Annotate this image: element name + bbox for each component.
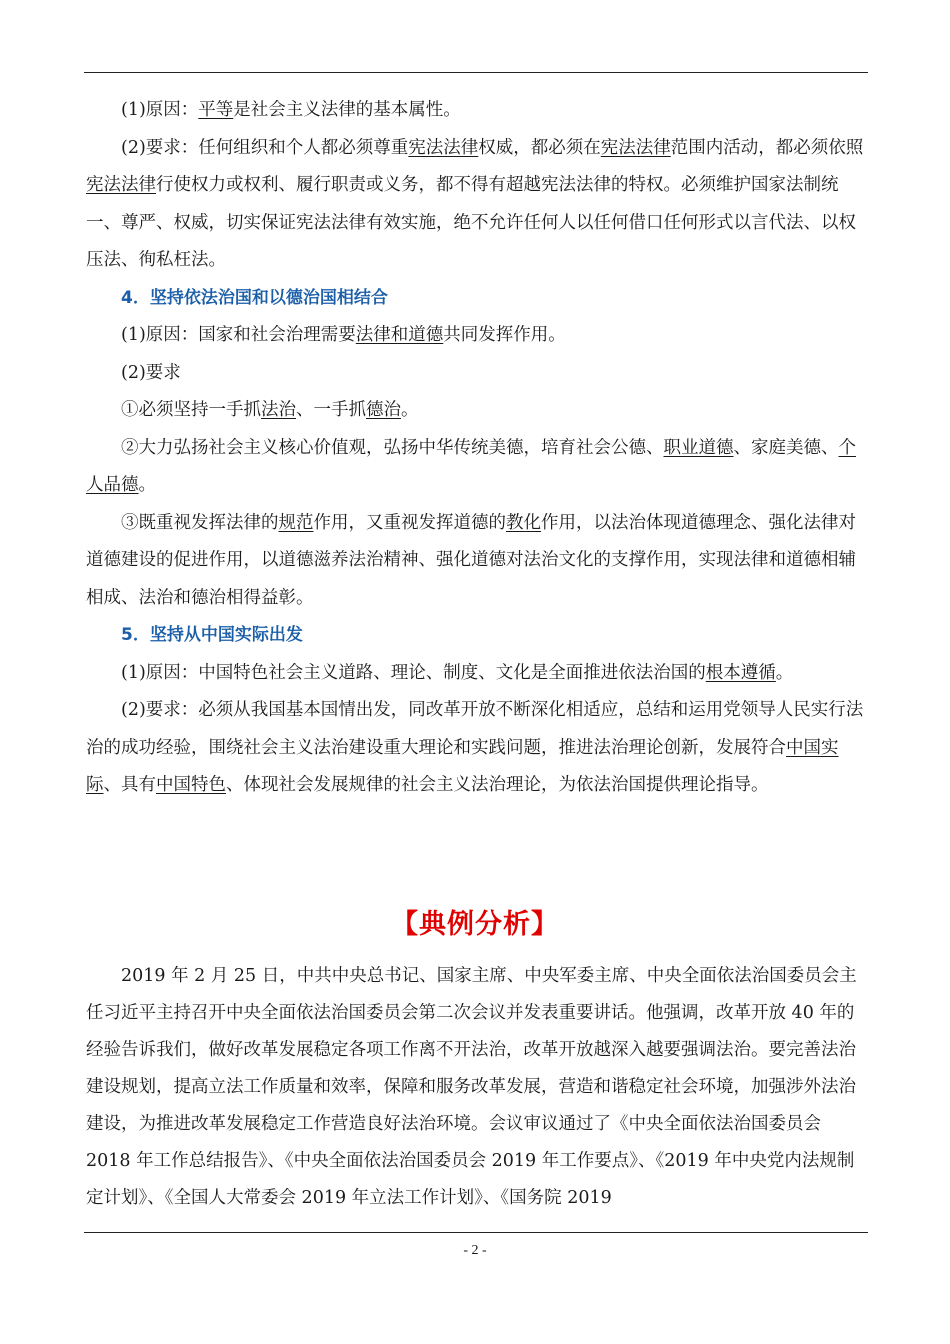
s5-heading: 5．坚持从中国实际出发 xyxy=(121,625,303,645)
header-rule xyxy=(84,72,868,73)
s4-item-3: ③既重视发挥法律的规范作用，又重视发挥道德的教化作用，以法治体现道德理念、强化法律对道德建设的促进作用，以道德滋养法治精神、强化道德对法治文化的支撑作用，实现法律和道德相辅相成、法治和德治相得益彰。 xyxy=(86,512,856,608)
s5-reason: (1)原因：中国特色社会主义道路、理论、制度、文化是全面推进依法治国的根本遵循。 xyxy=(121,662,794,683)
s3-requirement: (2)要求：任何组织和个人都必须尊重宪法法律权威，都必须在宪法法律范围内活动，都必须依照宪法法律行使权力或权利、履行职责或义务，都不得有超越宪法法律的特权。必须维护国家法制统一、尊严、权威，切实保证宪法法律有效实施，绝不允许任何人以任何借口任何形式以言代法、以权压法、徇私枉法。 xyxy=(86,137,864,270)
document-body xyxy=(86,92,866,805)
s5-requirement: (2)要求：必须从我国基本国情出发，同改革开放不断深化相适应，总结和运用党领导人民实行法治的成功经验，围绕社会主义法治建设重大理论和实践问题，推进法治理论创新，发展符合中国实际、具有中国特色、体现社会发展规律的社会主义法治理论，为依法治国提供理论指导。 xyxy=(86,700,864,795)
footer-rule xyxy=(84,1232,868,1233)
s3-reason: (1)原因：平等是社会主义法律的基本属性。 xyxy=(121,100,461,120)
analysis-title: 【典例分析】 xyxy=(391,909,559,940)
s4-item-1: ①必须坚持一手抓法治、一手抓德治。 xyxy=(121,400,419,420)
s4-reason: (1)原因：国家和社会治理需要法律和道德共同发挥作用。 xyxy=(121,325,566,345)
s4-heading: 4．坚持依法治国和以德治国相结合 xyxy=(121,287,388,308)
page-number: - 2 - xyxy=(463,1243,487,1258)
s4-item-2: ②大力弘扬社会主义核心价值观，弘扬中华传统美德，培育社会公德、职业道德、家庭美德、个人品德。 xyxy=(86,437,856,495)
analysis-text: 2019 年 2 月 25 日，中共中央总书记、国家主席、中央军委主席、中央全面依法治国委员会主任习近平主持召开中央全面依法治国委员会第二次会议并发表重要讲话。他强调，改革开放 40 年的经验告诉我们，做好改革发展稳定各项工作离不开法治，改革开放越深入越要强调法治。要完善法治建设规划，提高立法工作质量和效率，保障和服务改革发展，营造和谐稳定社会环境，加强涉外法治建设，为推进改革发展稳定工作营造良好法治环境。会议审议通过了《中央全面依法治国委员会 2018 年工作总结报告》、《中央全面依法治国委员会 2019 年工作要点》、《2019 年中央党内法规制定计划》、《全国人大常委会 2019 年立法工作计划》、《国务院 2019 xyxy=(86,966,857,1208)
s4-req-label: (2)要求 xyxy=(121,362,181,383)
